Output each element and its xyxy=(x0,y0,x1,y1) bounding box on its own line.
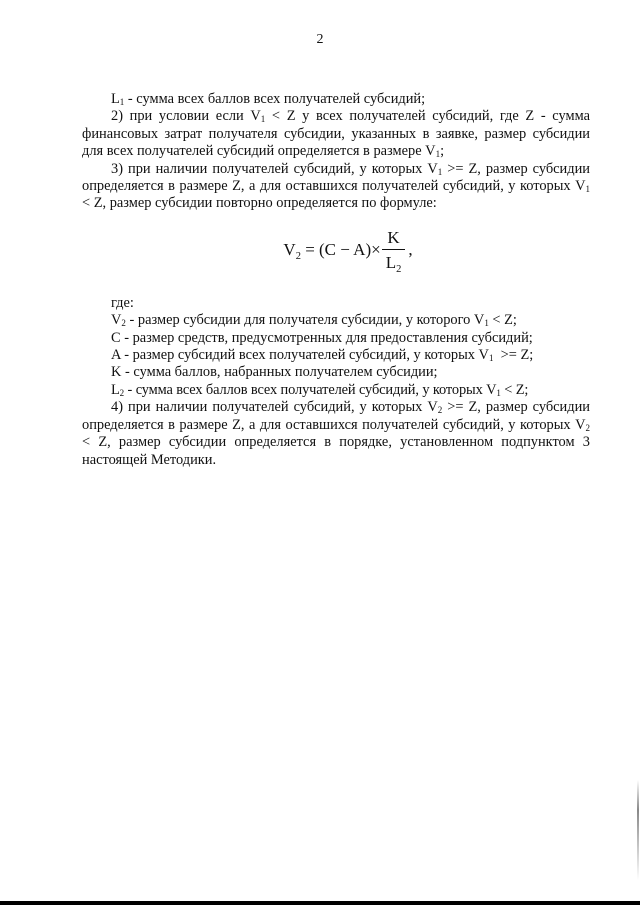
subscript: 2 xyxy=(119,387,125,398)
fraction-numerator: K xyxy=(387,227,400,247)
document-body xyxy=(82,91,590,469)
text-run: < Z; xyxy=(488,312,517,329)
paragraph-item-4 xyxy=(82,399,590,469)
formula-trailing-comma: , xyxy=(408,240,413,260)
definition-v2 xyxy=(82,312,590,329)
text-run: < Z, размер субсидии определяется в порядке, установленном подпунктом 3 настоящей Методики. xyxy=(82,434,590,468)
text-run: >= Z, размер субсидии определяется в размере Z, а для оставшихся получателей субсидий, у которых V xyxy=(82,160,590,195)
text-run: L xyxy=(111,91,120,107)
subscript: 2 xyxy=(437,405,443,416)
subscript: 2 xyxy=(121,318,126,329)
subscript: 1 xyxy=(260,114,266,125)
formula-variable: L xyxy=(385,252,397,272)
definition-a xyxy=(82,347,590,364)
formula-v2 xyxy=(82,219,590,281)
text-run: ; xyxy=(440,143,445,160)
paragraph-item-3 xyxy=(82,161,590,213)
scan-bottom-border xyxy=(0,901,640,905)
subscript: 1 xyxy=(484,318,489,329)
subscript: 1 xyxy=(488,353,494,364)
paragraph-l1-definition xyxy=(82,91,590,108)
page-number: 2 xyxy=(316,32,324,47)
subscript: 1 xyxy=(435,149,441,160)
subscript: 2 xyxy=(295,251,301,263)
scan-edge-mark xyxy=(637,780,639,880)
text-run: < Z у всех получателей субсидий, где Z - сумма финансовых затрат получателя субсидии, указанных в заявке, размер субсидии для всех получателей субсидий определяется в размере V xyxy=(82,108,590,160)
text-run: < Z; xyxy=(500,381,529,398)
text-run: A - размер субсидий всех получателей субсидий, у которых V xyxy=(111,347,489,364)
subscript: 2 xyxy=(396,263,402,275)
subscript: 2 xyxy=(585,422,590,433)
text-run: V xyxy=(111,312,122,329)
subscript: 1 xyxy=(496,387,501,398)
formula-fraction xyxy=(382,227,406,275)
text-run: >= Z, размер субсидии определяется в размере Z, а для оставшихся получателей субсидий, у которых V xyxy=(82,399,590,433)
text-run: L xyxy=(111,381,120,398)
text-run: 2) при условии если V xyxy=(111,108,261,125)
paragraph-item-2 xyxy=(82,108,590,160)
text-run: - сумма всех баллов всех получателей субсидий; xyxy=(124,91,426,107)
where-label: где: xyxy=(111,294,134,311)
text-run: >= Z; xyxy=(493,347,534,364)
text-run: 3) при наличии получателей субсидий, у которых V xyxy=(111,160,438,177)
text-run: < Z, размер субсидии повторно определяется по формуле: xyxy=(82,195,437,212)
subscript: 1 xyxy=(119,97,125,107)
text-run: - сумма всех баллов всех получателей субсидий, у которых V xyxy=(124,381,497,398)
definition-l2 xyxy=(82,382,590,399)
definition-c: C - размер средств, предусмотренных для предоставления субсидий; xyxy=(111,329,533,346)
subscript: 1 xyxy=(585,184,590,195)
text-run: - размер субсидии для получателя субсидии, у которого V xyxy=(125,312,485,329)
formula-variable: V xyxy=(283,240,296,260)
fraction-denominator xyxy=(382,250,406,275)
formula-operator-text: = (C − A)× xyxy=(300,240,381,260)
text-run: 4) при наличии получателей субсидий, у которых V xyxy=(111,399,438,416)
formula-lhs xyxy=(283,240,381,263)
definition-k: K - сумма баллов, набранных получателем субсидии; xyxy=(111,364,438,381)
subscript: 1 xyxy=(437,166,443,177)
